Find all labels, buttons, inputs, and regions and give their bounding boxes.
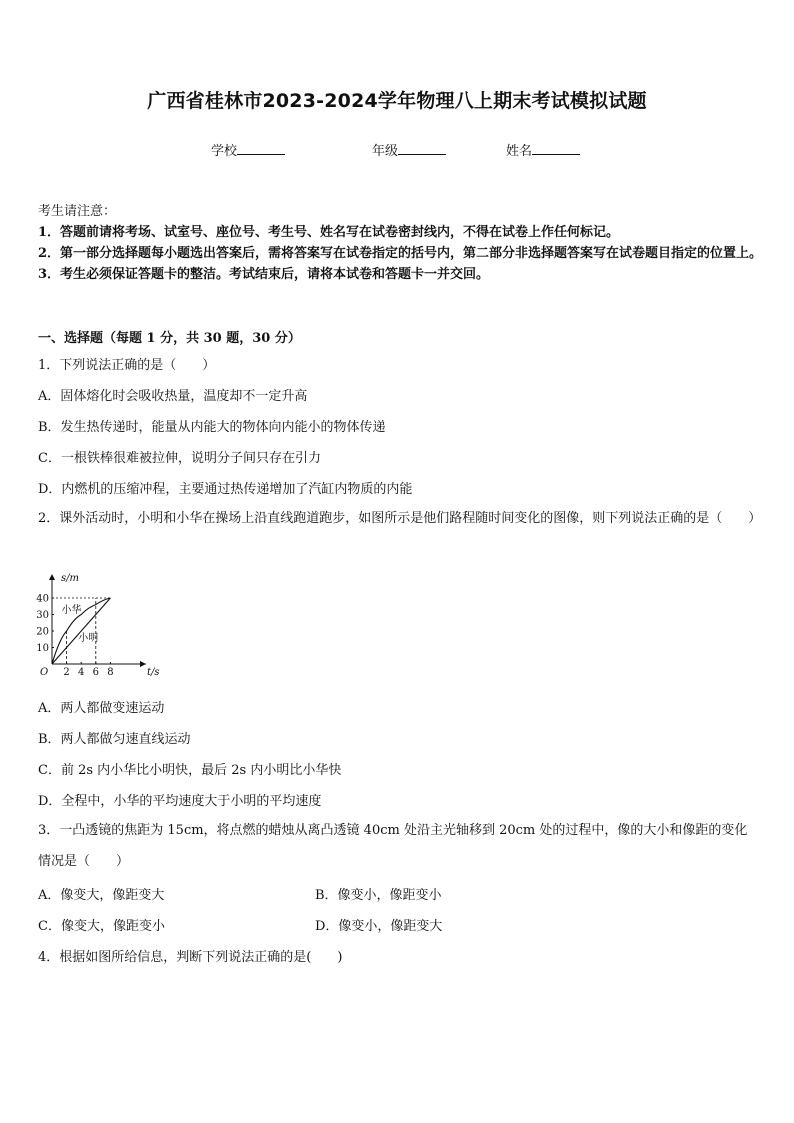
question-1-option-b: B．发生热传递时，能量从内能大的物体向内能小的物体传递 [38,420,386,435]
school-label: 学校 [211,144,238,159]
question-3-option-a: A．像变大，像距变大 [38,888,165,903]
y-axis-label: s/m [61,573,79,584]
distance-time-graph [34,570,164,684]
question-3-option-d: D．像变小，像距变大 [315,919,443,934]
exam-notes [38,201,763,285]
series-label-xiaoming: 小明 [78,632,99,644]
page-title: 广西省桂林市2023-2024学年物理八上期末考试模拟试题 [147,90,647,112]
origin-label: O [40,667,49,678]
distance-time-chart [34,570,164,680]
question-1-option-a: A．固体熔化时会吸收热量，温度却不一定升高 [38,389,308,404]
name-blank [532,141,580,155]
question-3-option-c: C．像变大，像距变小 [38,919,165,934]
grade-blank [398,141,446,155]
note-item: 2．第一部分选择题每小题选出答案后，需将答案写在试卷指定的括号内，第二部分非选择题答案写在试卷题目指定的位置上。 [38,246,763,261]
question-3-stem: 3．一凸透镜的焦距为 15cm，将点燃的蜡烛从离凸透镜 40cm 处沿主光轴移到 20cm 处的过程中，像的大小和像距的变化情况是（ ） [38,823,748,869]
x-tick-label: 4 [78,667,85,678]
y-axis-arrow [49,574,55,580]
question-3-option-b: B．像变小，像距变小 [315,888,442,903]
y-tick-label: 40 [36,593,49,605]
question-1-option-c: C．一根铁棒很难被拉伸，说明分子间只存在引力 [38,451,321,466]
name-field [506,140,580,159]
note-item: 3．考生必须保证答题卡的整洁。考试结束后，请将本试卷和答题卡一并交回。 [38,267,490,282]
section-title: 一、选择题（每题 1 分，共 30 题，30 分） [38,331,301,346]
question-2-stem: 2．课外活动时，小明和小华在操场上沿直线跑道跑步，如图所示是他们路程随时间变化的图像，则下列说法正确的是（ ） [38,511,762,526]
x-tick-label: 8 [107,667,114,678]
question-1-stem: 1．下列说法正确的是（ ） [38,358,216,373]
x-tick-label: 6 [92,667,99,678]
school-field [211,140,285,159]
question-2-option-c: C．前 2s 内小华比小明快，最后 2s 内小明比小华快 [38,763,342,778]
school-blank [237,141,285,155]
question-2-option-b: B．两人都做匀速直线运动 [38,732,191,747]
question-1-option-d: D．内燃机的压缩冲程，主要通过热传递增加了汽缸内物质的内能 [38,482,413,497]
y-tick-label: 10 [36,643,49,654]
series-label-xiaohua: 小华 [61,604,82,616]
grade-field [372,140,446,159]
note-item: 1．答题前请将考场、试室号、座位号、考生号、姓名写在试卷密封线内，不得在试卷上作任何标记。 [38,225,620,240]
notes-heading: 考生请注意： [38,204,117,219]
name-label: 姓名 [506,144,533,159]
x-tick-label: 2 [63,667,70,678]
grade-label: 年级 [372,144,399,159]
question-2-option-d: D．全程中，小华的平均速度大于小明的平均速度 [38,794,322,809]
y-tick-label: 30 [36,610,49,621]
y-tick-label: 20 [36,626,49,638]
x-axis-label: t/s [147,667,160,678]
question-4-stem: 4．根据如图所给信息，判断下列说法正确的是( ) [38,950,343,965]
x-axis-arrow [140,661,146,667]
question-2-option-a: A．两人都做变速运动 [38,701,165,716]
